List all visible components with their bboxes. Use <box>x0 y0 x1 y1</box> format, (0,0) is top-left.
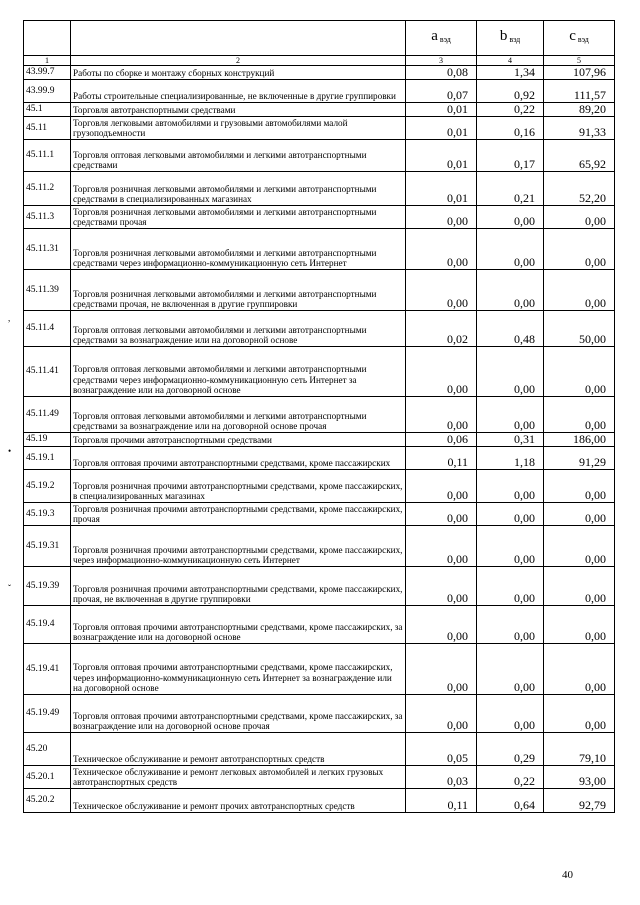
code-cell: 45.11.4 <box>24 311 71 347</box>
table-row <box>24 644 615 695</box>
value-a-cell: 0,03 <box>406 766 477 789</box>
code-cell: 45.19.31 <box>24 526 71 567</box>
value-b-cell: 0,64 <box>477 789 544 813</box>
table-row <box>24 447 615 470</box>
header-desc-cell <box>71 21 406 56</box>
header-row <box>24 21 615 56</box>
value-c-cell: 92,79 <box>544 789 615 813</box>
description-cell: Торговля легковыми автомобилями и грузовыми автомобилями малой грузоподъемности <box>71 117 406 140</box>
header-c-main: c <box>569 27 576 44</box>
description-cell: Работы строительные специализированные, не включенные в другие группировки <box>71 80 406 103</box>
value-a-cell: 0,00 <box>406 695 477 733</box>
header-c-sub: вэд <box>577 34 589 44</box>
table-row <box>24 695 615 733</box>
value-b-cell: 0,00 <box>477 206 544 229</box>
page-number: 40 <box>562 869 573 881</box>
column-number-row <box>24 56 615 66</box>
code-cell: 45.11.1 <box>24 140 71 172</box>
table-row <box>24 766 615 789</box>
description-cell: Работы по сборке и монтажу сборных конструкций <box>71 66 406 80</box>
table-row <box>24 117 615 140</box>
code-cell: 45.20.1 <box>24 766 71 789</box>
value-a-cell: 0,05 <box>406 733 477 766</box>
value-b-cell: 1,34 <box>477 66 544 80</box>
code-cell: 45.20 <box>24 733 71 766</box>
value-b-cell: 0,00 <box>477 229 544 270</box>
description-cell: Техническое обслуживание и ремонт прочих автотранспортных средств <box>71 789 406 813</box>
table-row <box>24 311 615 347</box>
table-row <box>24 606 615 644</box>
description-cell: Торговля розничная легковыми автомобилями и легкими автотранспортными средствами прочая, не включенная в другие группировки <box>71 270 406 311</box>
header-b-main: b <box>499 27 508 44</box>
description-cell: Торговля оптовая прочими автотранспортными средствами, кроме пассажирских, через информационно-коммуникационную сеть Интернет за вознаграждение или на договорной основе <box>71 644 406 695</box>
table-row <box>24 172 615 206</box>
table-row <box>24 206 615 229</box>
table-row <box>24 733 615 766</box>
table-row <box>24 66 615 80</box>
value-a-cell: 0,00 <box>406 470 477 503</box>
value-b-cell: 0,21 <box>477 172 544 206</box>
value-a-cell: 0,00 <box>406 206 477 229</box>
code-cell: 45.19.2 <box>24 470 71 503</box>
table-row <box>24 397 615 433</box>
value-a-cell: 0,00 <box>406 567 477 606</box>
code-cell: 45.20.2 <box>24 789 71 813</box>
header-a <box>406 21 477 56</box>
value-a-cell: 0,01 <box>406 117 477 140</box>
description-cell: Торговля оптовая прочими автотранспортными средствами, кроме пассажирских <box>71 447 406 470</box>
column-number-4: 4 <box>477 56 544 66</box>
value-b-cell: 0,00 <box>477 270 544 311</box>
value-c-cell: 0,00 <box>544 347 615 397</box>
description-cell: Торговля прочими автотранспортными средствами <box>71 433 406 447</box>
value-a-cell: 0,07 <box>406 80 477 103</box>
value-a-cell: 0,00 <box>406 397 477 433</box>
description-cell: Торговля розничная легковыми автомобилями и легкими автотранспортными средствами прочая <box>71 206 406 229</box>
value-c-cell: 0,00 <box>544 644 615 695</box>
value-b-cell: 1,18 <box>477 447 544 470</box>
column-number-1: 1 <box>24 56 71 66</box>
code-cell: 45.11.41 <box>24 347 71 397</box>
coefficients-table <box>23 20 615 813</box>
value-c-cell: 186,00 <box>544 433 615 447</box>
value-c-cell: 65,92 <box>544 140 615 172</box>
value-a-cell: 0,00 <box>406 270 477 311</box>
table-row <box>24 270 615 311</box>
value-b-cell: 0,92 <box>477 80 544 103</box>
value-b-cell: 0,00 <box>477 567 544 606</box>
description-cell: Торговля розничная легковыми автомобилями и легкими автотранспортными средствами в специализированных магазинах <box>71 172 406 206</box>
value-c-cell: 91,29 <box>544 447 615 470</box>
code-cell: 45.19.3 <box>24 503 71 526</box>
table-row <box>24 503 615 526</box>
value-b-cell: 0,22 <box>477 766 544 789</box>
description-cell: Торговля розничная прочими автотранспортными средствами, кроме пассажирских, в специализированных магазинах <box>71 470 406 503</box>
value-c-cell: 0,00 <box>544 567 615 606</box>
value-c-cell: 0,00 <box>544 229 615 270</box>
margin-mark: ˇ <box>8 583 11 593</box>
code-cell: 45.19.49 <box>24 695 71 733</box>
table-row <box>24 229 615 270</box>
value-c-cell: 91,33 <box>544 117 615 140</box>
value-c-cell: 111,57 <box>544 80 615 103</box>
value-a-cell: 0,11 <box>406 447 477 470</box>
value-a-cell: 0,00 <box>406 347 477 397</box>
value-b-cell: 0,48 <box>477 311 544 347</box>
description-cell: Торговля розничная прочими автотранспортными средствами, кроме пассажирских, прочая <box>71 503 406 526</box>
description-cell: Торговля оптовая прочими автотранспортными средствами, кроме пассажирских, за вознаграждение или на договорной основе прочая <box>71 695 406 733</box>
value-b-cell: 0,31 <box>477 433 544 447</box>
value-b-cell: 0,00 <box>477 606 544 644</box>
value-a-cell: 0,01 <box>406 172 477 206</box>
description-cell: Торговля оптовая легковыми автомобилями и легкими автотранспортными средствами через информационно-коммуникационную сеть Интернет за вознаграждение или на договорной основе <box>71 347 406 397</box>
description-cell: Торговля розничная прочими автотранспортными средствами, кроме пассажирских, через информационно-коммуникационную сеть Интернет <box>71 526 406 567</box>
header-a-sub: вэд <box>439 34 451 44</box>
value-b-cell: 0,22 <box>477 103 544 117</box>
value-c-cell: 0,00 <box>544 606 615 644</box>
value-b-cell: 0,16 <box>477 117 544 140</box>
table-row <box>24 140 615 172</box>
value-c-cell: 52,20 <box>544 172 615 206</box>
code-cell: 45.19.1 <box>24 447 71 470</box>
code-cell: 45.11.39 <box>24 270 71 311</box>
header-code-cell <box>24 21 71 56</box>
code-cell: 45.11.49 <box>24 397 71 433</box>
value-b-cell: 0,29 <box>477 733 544 766</box>
code-cell: 45.11.2 <box>24 172 71 206</box>
value-a-cell: 0,06 <box>406 433 477 447</box>
table-row <box>24 103 615 117</box>
header-b <box>477 21 544 56</box>
code-cell: 45.19.4 <box>24 606 71 644</box>
code-cell: 45.19 <box>24 433 71 447</box>
column-number-2: 2 <box>71 56 406 66</box>
value-c-cell: 0,00 <box>544 470 615 503</box>
table-row <box>24 470 615 503</box>
description-cell: Торговля розничная легковыми автомобилями и легкими автотранспортными средствами через информационно-коммуникационную сеть Интернет <box>71 229 406 270</box>
value-a-cell: 0,00 <box>406 644 477 695</box>
value-a-cell: 0,01 <box>406 103 477 117</box>
table-row <box>24 526 615 567</box>
value-a-cell: 0,02 <box>406 311 477 347</box>
table-body <box>24 21 615 813</box>
value-a-cell: 0,08 <box>406 66 477 80</box>
value-b-cell: 0,00 <box>477 470 544 503</box>
header-b-sub: вэд <box>509 34 521 44</box>
code-cell: 45.11.31 <box>24 229 71 270</box>
description-cell: Торговля автотранспортными средствами <box>71 103 406 117</box>
header-a-main: a <box>431 27 438 44</box>
margin-mark: , <box>8 313 11 323</box>
description-cell: Торговля оптовая легковыми автомобилями и легкими автотранспортными средствами за вознаграждение или на договорной основе <box>71 311 406 347</box>
description-cell: Техническое обслуживание и ремонт автотранспортных средств <box>71 733 406 766</box>
table-row <box>24 789 615 813</box>
value-c-cell: 50,00 <box>544 311 615 347</box>
value-a-cell: 0,00 <box>406 229 477 270</box>
code-cell: 43.99.9 <box>24 80 71 103</box>
table-row <box>24 433 615 447</box>
table-row <box>24 80 615 103</box>
value-b-cell: 0,17 <box>477 140 544 172</box>
value-c-cell: 107,96 <box>544 66 615 80</box>
value-c-cell: 0,00 <box>544 503 615 526</box>
code-cell: 45.11.3 <box>24 206 71 229</box>
table-row <box>24 347 615 397</box>
value-a-cell: 0,00 <box>406 503 477 526</box>
description-cell: Торговля розничная прочими автотранспортными средствами, кроме пассажирских, прочая, не включенная в другие группировки <box>71 567 406 606</box>
table-row <box>24 567 615 606</box>
value-b-cell: 0,00 <box>477 397 544 433</box>
description-cell: Торговля оптовая легковыми автомобилями и легкими автотранспортными средствами за вознаграждение или на договорной основе прочая <box>71 397 406 433</box>
margin-mark: • <box>8 446 12 456</box>
value-a-cell: 0,00 <box>406 606 477 644</box>
value-c-cell: 0,00 <box>544 206 615 229</box>
value-a-cell: 0,01 <box>406 140 477 172</box>
value-a-cell: 0,00 <box>406 526 477 567</box>
description-cell: Торговля оптовая прочими автотранспортными средствами, кроме пассажирских, за вознаграждение или на договорной основе <box>71 606 406 644</box>
value-a-cell: 0,11 <box>406 789 477 813</box>
value-c-cell: 0,00 <box>544 397 615 433</box>
value-b-cell: 0,00 <box>477 347 544 397</box>
value-c-cell: 0,00 <box>544 695 615 733</box>
code-cell: 45.1 <box>24 103 71 117</box>
value-b-cell: 0,00 <box>477 503 544 526</box>
code-cell: 43.99.7 <box>24 66 71 80</box>
description-cell: Торговля оптовая легковыми автомобилями и легкими автотранспортными средствами <box>71 140 406 172</box>
value-c-cell: 0,00 <box>544 270 615 311</box>
value-c-cell: 79,10 <box>544 733 615 766</box>
column-number-3: 3 <box>406 56 477 66</box>
value-c-cell: 93,00 <box>544 766 615 789</box>
value-b-cell: 0,00 <box>477 695 544 733</box>
value-c-cell: 89,20 <box>544 103 615 117</box>
column-number-5: 5 <box>544 56 615 66</box>
code-cell: 45.19.39 <box>24 567 71 606</box>
value-b-cell: 0,00 <box>477 644 544 695</box>
header-c <box>544 21 615 56</box>
value-b-cell: 0,00 <box>477 526 544 567</box>
description-cell: Техническое обслуживание и ремонт легковых автомобилей и легких грузовых автотранспортных средств <box>71 766 406 789</box>
code-cell: 45.19.41 <box>24 644 71 695</box>
code-cell: 45.11 <box>24 117 71 140</box>
value-c-cell: 0,00 <box>544 526 615 567</box>
